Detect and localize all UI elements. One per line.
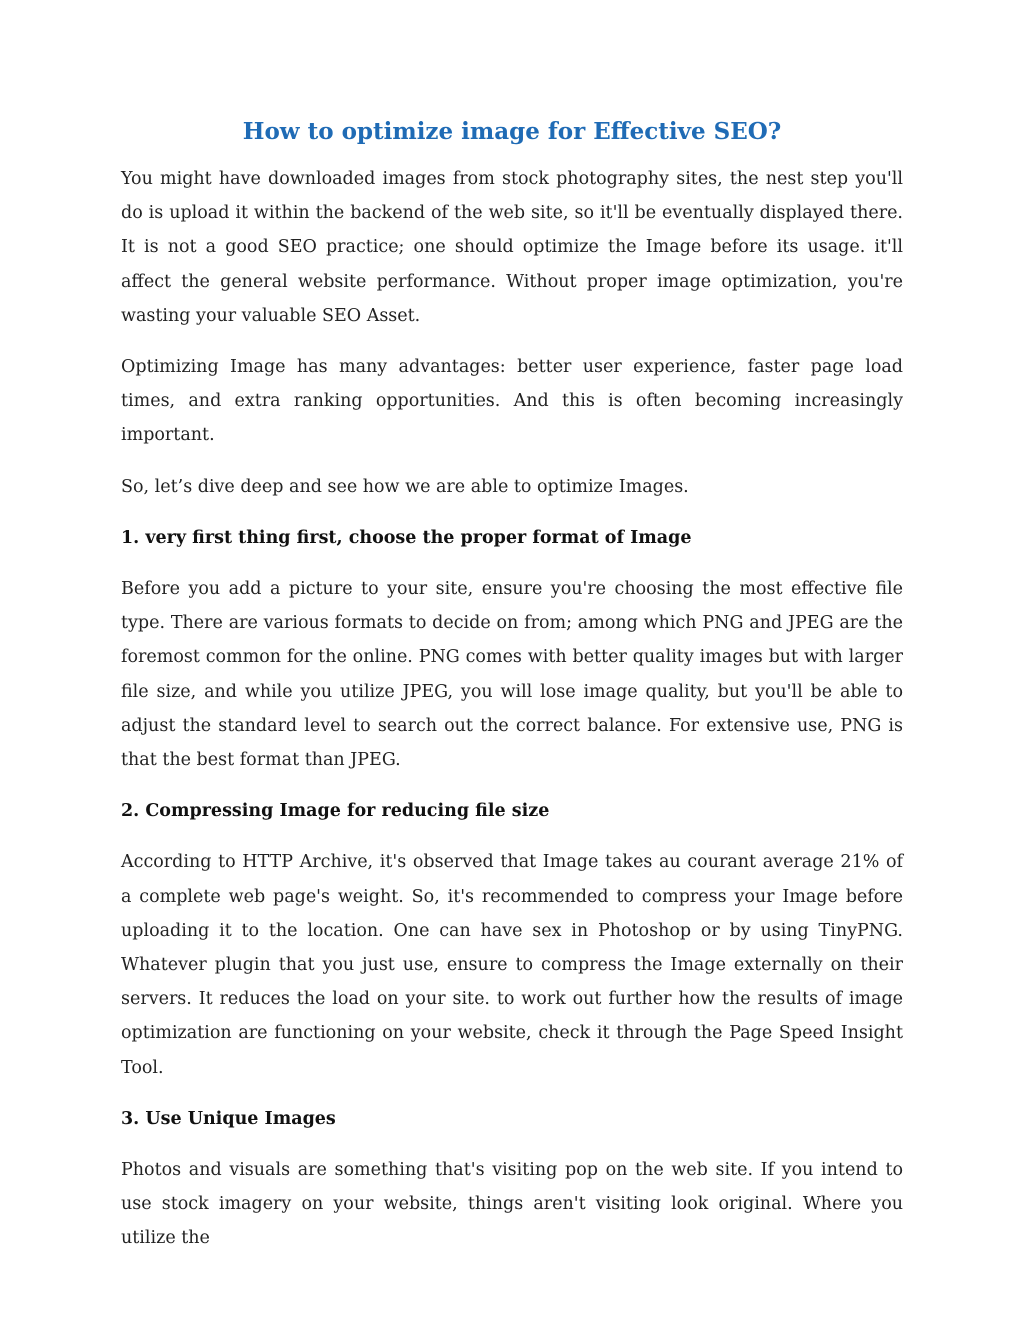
section-heading-format: 1. very first thing first, choose the proper format of Image: [121, 527, 692, 548]
section-body-format: Before you add a picture to your site, ensure you're choosing the most effective file type. There are various formats to decide on from; among which PNG and JPEG are the foremost common for the online. PNG comes with better quality images but with larger file size, and while you utilize JPEG, you will lose image quality, but you'll be able to adjust the standard level to search out the correct balance. For extensive use, PNG is that the best format than JPEG.: [121, 579, 903, 771]
page-title: How to optimize image for Effective SEO?: [242, 118, 782, 145]
section-body-compress: According to HTTP Archive, it's observed that Image takes au courant average 21% of a complete web page's weight. So, it's recommended to compress your Image before uploading it to the location. One can have sex in Photoshop or by using TinyPNG. Whatever plugin that you just use, ensure to compress the Image externally on their servers. It reduces the load on your site. to work out further how the results of image optimization are functioning on your website, check it through the Page Speed Insight Tool.: [121, 852, 903, 1078]
intro-paragraph-1: You might have downloaded images from stock photography sites, the nest step you'll do is upload it within the backend of the web site, so it'll be eventually displayed there. It is not a good SEO practice; one should optimize the Image before its usage. it'll affect the general website performance. Without proper image optimization, you're wasting your valuable SEO Asset.: [121, 169, 903, 326]
intro-paragraph-2: Optimizing Image has many advantages: better user experience, faster page load times, and extra ranking opportunities. And this is often becoming increasingly important.: [121, 357, 903, 446]
document-page: [121, 112, 903, 1256]
section-heading-unique: 3. Use Unique Images: [121, 1108, 336, 1129]
intro-paragraph-3: So, let’s dive deep and see how we are able to optimize Images.: [121, 476, 689, 497]
section-body-unique: Photos and visuals are something that's visiting pop on the web site. If you intend to use stock imagery on your website, things aren't visiting look original. Where you utilize the: [121, 1160, 903, 1249]
section-heading-compress: 2. Compressing Image for reducing file size: [121, 801, 550, 822]
